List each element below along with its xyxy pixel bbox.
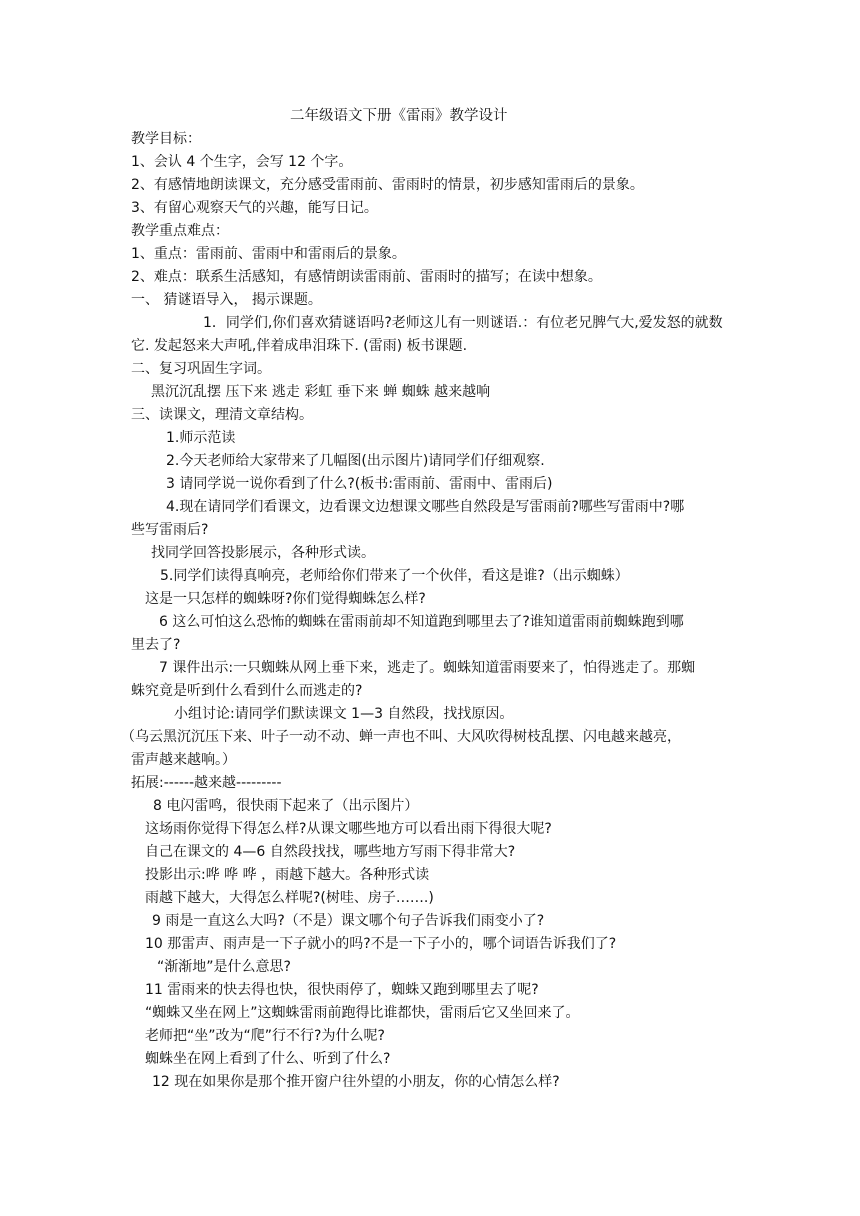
text-line: 拓展:------越来越---------: [131, 775, 282, 791]
text-line: “蜘蛛又坐在网上”这蜘蛛雷雨前跑得比谁都快，雷雨后它又坐回来了。: [145, 1005, 580, 1021]
text-line: 6 这么可怕这么恐怖的蜘蛛在雷雨前却不知道跑到哪里去了?谁知道雷雨前蜘蛛跑到哪: [159, 614, 684, 630]
text-line: 自己在课文的 4—6 自然段找找，哪些地方写雨下得非常大?: [145, 844, 516, 860]
text-line: 3、有留心观察天气的兴趣，能写日记。: [131, 200, 378, 216]
text-line: 2、难点：联系生活感知，有感情朗读雷雨前、雷雨时的描写；在读中想象。: [131, 269, 602, 285]
text-line: 5.同学们读得真响亮，老师给你们带来了一个伙伴，看这是谁?（出示蜘蛛）: [160, 568, 629, 584]
text-line: 10 那雷声、雨声是一下子就小的吗?不是一下子小的，哪个词语告诉我们了?: [145, 936, 617, 952]
vocab-line: 黑沉沉乱摆 压下来 逃走 彩虹 垂下来 蝉 蜘蛛 越来越响: [151, 384, 491, 400]
text-line: 8 电闪雷鸣，很快雨下起来了（出示图片）: [153, 798, 419, 814]
text-line: 7 课件出示:一只蜘蛛从网上垂下来，逃走了。蜘蛛知道雷雨要来了，怕得逃走了。那蜘: [159, 660, 696, 676]
text-line: 些写雷雨后?: [131, 522, 209, 538]
text-line: 教学重点难点：: [131, 223, 229, 239]
text-line: 二、复习巩固生字词。: [131, 361, 271, 377]
text-line: 这场雨你觉得下得怎么样?从课文哪些地方可以看出雨下得很大呢?: [145, 821, 552, 837]
text-line: 1．同学们,你们喜欢猜谜语吗?老师这儿有一则谜语.：有位老兄脾气大,爱发怒的就数: [203, 315, 723, 331]
text-line: 教学目标：: [131, 131, 201, 147]
text-line: （乌云黑沉沉压下来、叶子一动不动、蝉一声也不叫、大风吹得树枝乱摆、闪电越来越亮，: [121, 729, 681, 745]
text-line: 4.现在请同学们看课文，边看课文边想课文哪些自然段是写雷雨前?哪些写雷雨中?哪: [166, 499, 685, 515]
text-line: 1.师示范读: [166, 430, 236, 446]
text-line: 它. 发起怒来大声吼,伴着成串泪珠下. (雷雨) 板书课题.: [131, 338, 468, 354]
text-line: 这是一只怎样的蜘蛛呀?你们觉得蜘蛛怎么样?: [145, 591, 426, 607]
text-line: 9 雨是一直这么大吗?（不是）课文哪个句子告诉我们雨变小了?: [152, 913, 545, 929]
text-line: 里去了?: [131, 637, 181, 653]
text-line: 1、重点：雷雨前、雷雨中和雷雨后的景象。: [131, 246, 406, 262]
text-line: 11 雷雨来的快去得也快，很快雨停了，蜘蛛又跑到哪里去了呢?: [145, 982, 539, 998]
text-line: 老师把“坐”改为“爬”行不行?为什么呢?: [145, 1028, 385, 1044]
text-line: 雷声越来越响。）: [131, 752, 236, 768]
text-line: 3 请同学说一说你看到了什么?(板书:雷雨前、雷雨中、雷雨后): [166, 476, 553, 492]
text-line: 2.今天老师给大家带来了几幅图(出示图片)请同学们仔细观察.: [166, 453, 545, 469]
text-line: 找同学回答投影展示，各种形式读。: [151, 545, 375, 561]
text-line: 一、 猜谜语导入， 揭示课题。: [131, 292, 322, 308]
text-line: 小组讨论:请同学们默读课文 1—3 自然段，找找原因。: [174, 706, 514, 722]
text-line: 2、有感情地朗读课文，充分感受雷雨前、雷雨时的情景，初步感知雷雨后的景象。: [131, 177, 644, 193]
text-line: “渐渐地”是什么意思?: [157, 959, 291, 975]
text-line: 1、会认 4 个生字，会写 12 个字。: [131, 154, 353, 170]
text-line: 蛛究竟是听到什么看到什么而逃走的?: [131, 683, 363, 699]
text-line: 12 现在如果你是那个推开窗户往外望的小朋友，你的心情怎么样?: [152, 1074, 560, 1090]
text-line: 投影出示:哗 哗 哗 ，雨越下越大。各种形式读: [145, 867, 430, 883]
text-line: 三、读课文，理清文章结构。: [131, 407, 313, 423]
document-title: 二年级语文下册《雷雨》教学设计: [290, 108, 508, 124]
text-line: 蜘蛛坐在网上看到了什么、听到了什么?: [145, 1051, 391, 1067]
text-line: 雨越下越大，大得怎么样呢?(树哇、房子…….): [145, 890, 434, 906]
